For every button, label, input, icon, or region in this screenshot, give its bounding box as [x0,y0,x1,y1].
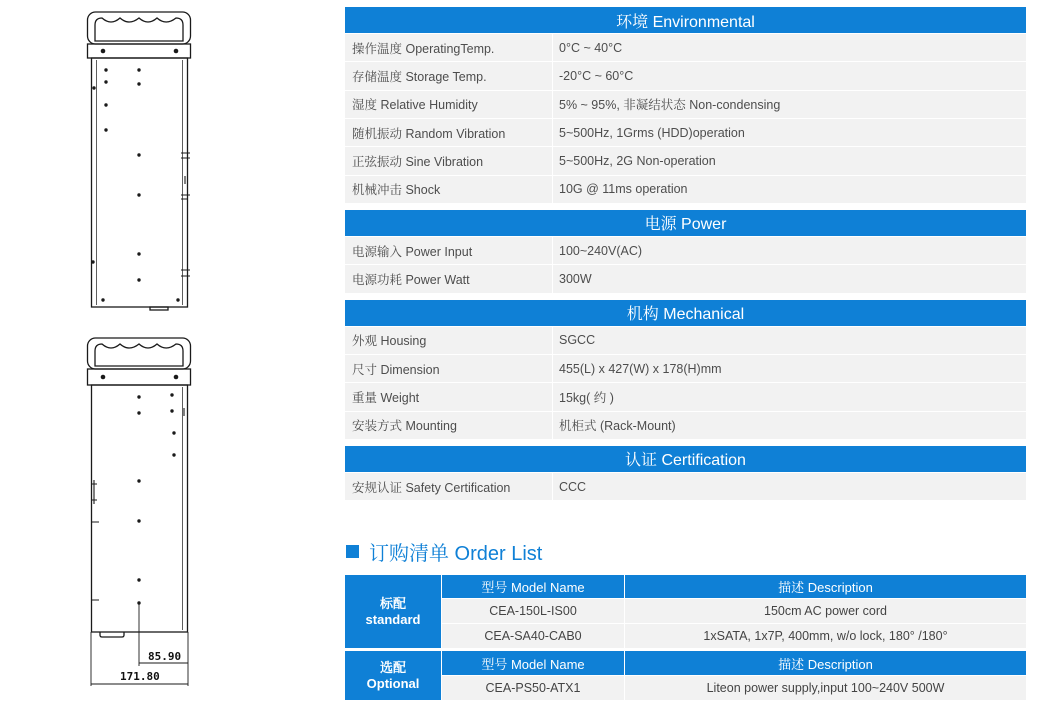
spec-label: 重量 Weight [345,383,553,410]
section-header: 环境 Environmental [345,7,1026,33]
spec-row [345,33,1026,61]
spec-label: 存储温度 Storage Temp. [345,62,553,89]
spec-value: 0°C ~ 40°C [559,40,623,55]
group-label-cn: 标配 [379,595,406,611]
item-model: CEA-SA40-CAB0 [442,624,624,648]
spec-label: 湿度 Relative Humidity [345,91,553,118]
spec-section-mechanical [345,300,1026,439]
mounting-hole [137,193,140,196]
mounting-hole [137,252,140,255]
spec-row [345,411,1026,439]
mounting-hole [101,298,104,301]
chassis-body [92,385,188,632]
item-description: 150cm AC power cord [625,599,1026,623]
group-label [345,575,441,648]
mounting-hole [91,260,94,263]
group-label-en: standard [365,611,421,627]
mounting-hole [174,375,179,380]
section-header: 机构 Mechanical [345,300,1026,326]
column-header-model: 型号 Model Name [442,651,624,675]
mounting-hole [104,128,107,131]
dimension-label-full-width: 171.80 [120,670,160,683]
bottom-tab [150,307,168,310]
spec-value: 10G @ 11ms operation [559,182,688,197]
handle-outline [88,12,191,44]
spec-value: 5~500Hz, 2G Non-operation [559,153,716,168]
group-label-en: Optional [366,675,420,691]
mounting-hole [101,49,106,54]
spec-label: 外观 Housing [345,327,553,354]
order-list-table [345,575,1026,703]
order-group-standard [345,575,1026,648]
mounting-hole [176,298,179,301]
order-group-optional [345,651,1026,700]
item-description: 1xSATA, 1x7P, 400mm, w/o lock, 180° /180° [625,624,1026,648]
spec-value: 5~500Hz, 1Grms (HDD)operation [559,125,745,140]
mounting-hole [101,375,106,380]
spec-value: 455(L) x 427(W) x 178(H)mm [559,361,722,376]
spec-value: -20°C ~ 60°C [559,68,634,83]
handle-outline [88,338,191,369]
spec-label: 电源输入 Power Input [345,237,553,264]
spec-label: 安规认证 Safety Certification [345,473,553,500]
group-label [345,651,441,700]
chassis-body [92,58,188,307]
spec-row [345,354,1026,382]
spec-label: 随机振动 Random Vibration [345,119,553,146]
mounting-hole [137,519,140,522]
spec-label: 操作温度 OperatingTemp. [345,34,553,61]
spec-label: 机械冲击 Shock [345,176,553,203]
mounting-hole [137,395,140,398]
item-model: CEA-150L-IS00 [442,599,624,623]
handle-grip [95,18,183,41]
spec-section-certification [345,446,1026,500]
chassis-technical-drawings [0,0,210,715]
spec-label: 尺寸 Dimension [345,355,553,382]
spec-section-environmental [345,7,1026,203]
mounting-hole [174,49,179,54]
spec-row [345,118,1026,146]
mounting-hole [104,68,107,71]
mounting-holes-upper [91,49,179,302]
mounting-hole [170,393,173,396]
mounting-hole [137,411,140,414]
spec-label: 电源功耗 Power Watt [345,265,553,292]
chassis-drawing-lower [88,338,191,637]
title-square-icon [346,545,359,558]
mounting-hole [137,82,140,85]
group-label-cn: 选配 [379,659,406,675]
mounting-hole [104,80,107,83]
mounting-hole [104,103,107,106]
mounting-hole [137,278,140,281]
item-model: CEA-PS50-ATX1 [442,676,624,700]
side-tabs [91,408,184,600]
chassis-drawing-upper [88,12,191,310]
mounting-hole [137,578,140,581]
spec-label: 安装方式 Mounting [345,412,553,439]
mounting-hole [137,68,140,71]
mounting-hole [137,479,140,482]
spec-section-power [345,210,1026,293]
spec-row [345,472,1026,500]
mounting-hole [172,453,175,456]
spec-value: 15kg( 约 ) [559,390,614,405]
spec-row [345,326,1026,354]
spec-row [345,90,1026,118]
spec-value: 100~240V(AC) [559,243,643,258]
dimension-label-half-width: 85.90 [148,650,182,663]
item-description: Liteon power supply,input 100~240V 500W [625,676,1026,700]
mounting-holes-lower [101,375,179,605]
mounting-hole [170,409,173,412]
spec-row [345,382,1026,410]
mounting-hole [137,153,140,156]
spec-row [345,175,1026,203]
order-list-title [346,539,542,563]
spec-row [345,264,1026,292]
spec-row [345,236,1026,264]
spec-value: 机柜式 (Rack-Mount) [559,419,676,434]
handle-grip [95,344,183,366]
spec-row [345,146,1026,174]
spec-value: CCC [559,479,587,494]
order-list-title-text: 订购清单 Order List [369,542,543,565]
mounting-hole [92,86,95,89]
section-header: 电源 Power [345,210,1026,236]
column-header-description: 描述 Description [625,575,1026,598]
bottom-bump [100,632,124,637]
column-header-model: 型号 Model Name [442,575,624,598]
spec-value: 300W [559,271,592,286]
spec-row [345,61,1026,89]
spec-label: 正弦振动 Sine Vibration [345,147,553,174]
column-header-description: 描述 Description [625,651,1026,675]
spec-tables [345,7,1026,507]
mounting-hole [172,431,175,434]
spec-value: 5% ~ 95%, 非凝结状态 Non-condensing [559,98,781,113]
section-header: 认证 Certification [345,446,1026,472]
spec-value: SGCC [559,333,596,348]
